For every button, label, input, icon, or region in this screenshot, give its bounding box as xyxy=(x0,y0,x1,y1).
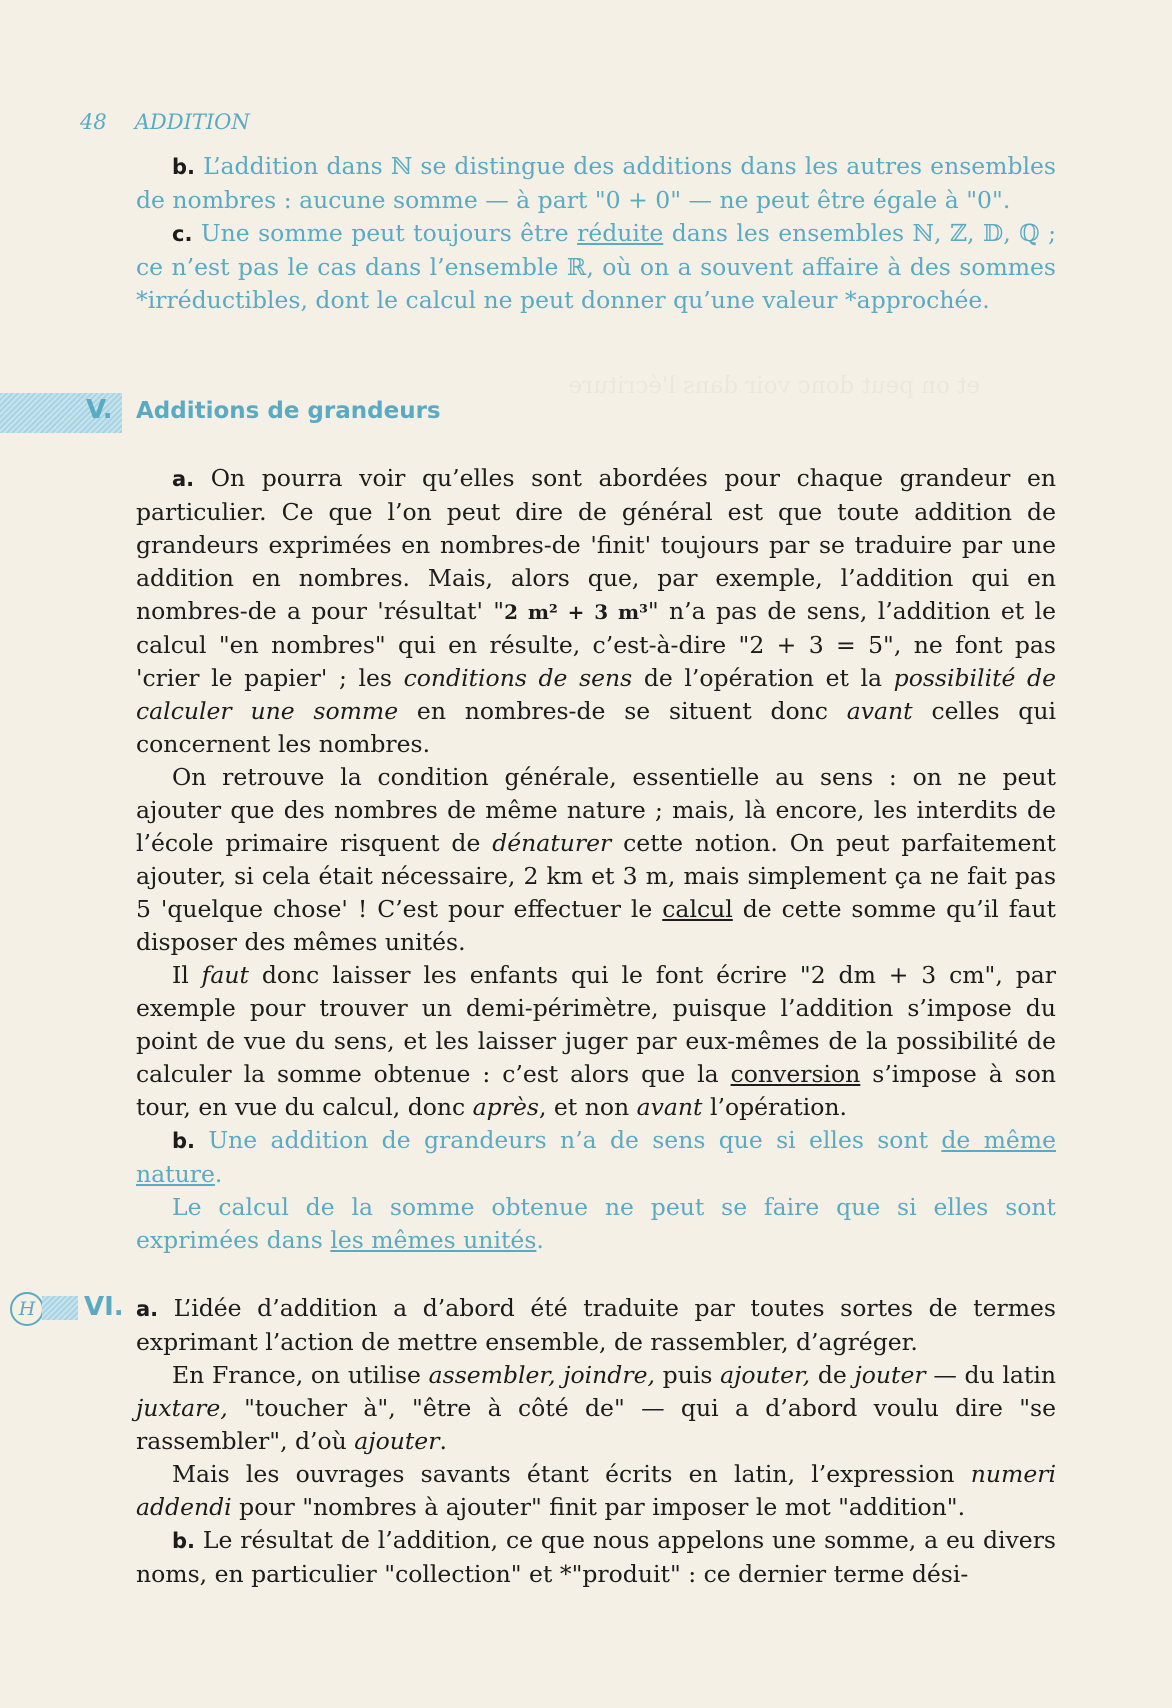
text-run: donc laisser les enfants qui le font écrire "2 dm + 3 cm", par exemple pour trouver un demi-périmètre, puisque l’addition s’impose du point de vue du sens, et les laisser juger par eux-mêmes de la possibilité de calculer la somme obtenue : c’est alors que la xyxy=(136,961,1056,1088)
text-run: " n’a pas de sens, l’addition et le calcul "en nombres" qui en résulte, c’est-à-dire "2 + 3 = 5", ne font pas 'crier le papier' ; les xyxy=(136,597,1056,692)
item-label: b. xyxy=(172,1529,196,1553)
section-v-number: V. xyxy=(86,395,113,425)
text-run: celles qui concernent les nombres. xyxy=(136,697,1056,758)
italic-term: avant xyxy=(636,1093,703,1121)
italic-term: faut xyxy=(201,961,249,989)
italic-term: conditions de sens xyxy=(403,664,633,692)
item-label: a. xyxy=(136,1297,159,1321)
underlined-term: réduite xyxy=(577,219,664,247)
text-run: . xyxy=(439,1427,447,1455)
item-text: dans les ensembles ℕ, ℤ, 𝔻, ℚ ; ce n’est pas le cas dans l’ensemble ℝ, où on a souvent affaire à des sommes *irréductibles, dont le calcul ne peut donner qu’une valeur *approchée. xyxy=(136,219,1056,314)
underlined-term: les mêmes unités xyxy=(330,1226,537,1254)
section-v-b-p2 xyxy=(136,1191,1056,1257)
underlined-term: conversion xyxy=(730,1060,861,1088)
text-run: de cette somme qu’il faut disposer des mêmes unités. xyxy=(136,895,1056,956)
italic-term: dénaturer xyxy=(492,829,612,857)
section-vi-a-p3 xyxy=(136,1458,1056,1524)
text-run: Une addition de grandeurs n’a de sens que si elles sont xyxy=(208,1126,942,1154)
text-run: , et non xyxy=(538,1093,637,1121)
text-run: l’opération. xyxy=(702,1093,847,1121)
text-run: en nombres-de se situent donc xyxy=(398,697,847,725)
section-v-b-p1 xyxy=(136,1124,1056,1191)
text-run: puis xyxy=(654,1361,721,1389)
text-run: . xyxy=(214,1160,223,1188)
running-title: ADDITION xyxy=(134,110,250,134)
section-v-title: Additions de grandeurs xyxy=(136,398,441,424)
italic-term: assembler, joindre, xyxy=(428,1361,655,1389)
text-run: Le calcul de la somme obtenue ne peut se faire que si elles sont exprimées dans xyxy=(136,1193,1056,1254)
section-vi-number: VI. xyxy=(84,1292,124,1322)
section-v-a-p2 xyxy=(136,761,1056,959)
text-run: cette notion. On peut parfaitement ajouter, si cela était nécessaire, 2 km et 3 m, mais simplement ça ne fait pas 5 'quelque chose' ! C’est pour effectuer le xyxy=(136,829,1056,923)
text-run: Le résultat de l’addition, ce que nous appelons une somme, a eu divers noms, en particulier "collection" et *"produit" : ce dernier terme dési- xyxy=(136,1526,1056,1588)
text-run: "toucher à", "être à côté de" — qui a d’abord voulu dire "se rassembler", d’où xyxy=(136,1394,1056,1455)
text-run: . xyxy=(536,1226,544,1254)
italic-term: juxtare, xyxy=(136,1394,228,1422)
text-run: de xyxy=(810,1361,855,1389)
italic-term: numeri addendi xyxy=(136,1460,1056,1521)
italic-term: ajouter xyxy=(354,1427,440,1455)
section-v-a-p1 xyxy=(136,462,1056,761)
item-c-top xyxy=(136,217,1056,317)
page-number: 48 xyxy=(80,110,107,134)
text-run: En France, on utilise xyxy=(172,1361,429,1389)
section-v-a-p3 xyxy=(136,959,1056,1124)
item-label: b. xyxy=(172,155,196,179)
top-items xyxy=(136,150,1056,317)
item-label: b. xyxy=(172,1129,196,1153)
underlined-term: de même nature xyxy=(136,1126,1056,1188)
section-v-body xyxy=(136,462,1056,1257)
section-vi-a-p1 xyxy=(136,1292,1056,1359)
text-run: On retrouve la condition générale, essentielle au sens : on ne peut ajouter que des nombres de même nature ; mais, là encore, les interdits de l’école primaire risquent de xyxy=(136,763,1056,857)
italic-term: avant xyxy=(846,697,913,725)
text-run: — du latin xyxy=(925,1361,1056,1389)
italic-term: après xyxy=(472,1093,539,1121)
italic-term: ajouter, xyxy=(720,1361,811,1389)
text-run: pour "nombres à ajouter" finit par imposer le mot "addition". xyxy=(231,1493,966,1521)
item-label: a. xyxy=(172,467,195,491)
text-run: Mais les ouvrages savants étant écrits en latin, l’expression xyxy=(172,1460,971,1488)
section-vi-band xyxy=(42,1296,78,1320)
item-label: c. xyxy=(172,222,193,246)
bleed-through-text xyxy=(560,370,980,403)
section-vi-b-p1 xyxy=(136,1524,1056,1591)
section-vi-a-p2 xyxy=(136,1359,1056,1458)
running-header xyxy=(80,110,278,134)
italic-term: possibilité de calculer une somme xyxy=(136,664,1056,725)
text-run: L’idée d’addition a d’abord été traduite par toutes sortes de termes exprimant l’action de mettre ensemble, de rassembler, d’agréger. xyxy=(136,1294,1056,1356)
text-run: s’impose à son tour, en vue du calcul, donc xyxy=(136,1060,1056,1121)
history-icon: H xyxy=(10,1292,44,1326)
item-b-top xyxy=(136,150,1056,217)
italic-term: jouter xyxy=(854,1361,926,1389)
gothic-formula: 2 m² + 3 m³ xyxy=(504,600,648,624)
section-vi-body xyxy=(136,1292,1056,1591)
text-run: On pourra voir qu’elles sont abordées pour chaque grandeur en particulier. Ce que l’on peut dire de général est que toute addition de grandeurs exprimées en nombres-de 'finit' toujours par se traduire par une addition en nombres. Mais, alors que, par exemple, l’addition qui en nombres-de a pour 'résultat' " xyxy=(136,464,1056,625)
text-run: Il xyxy=(172,961,202,989)
underlined-term: calcul xyxy=(662,895,733,923)
item-text: L’addition dans ℕ se distingue des additions dans les autres ensembles de nombres : aucune somme — à part "0 + 0" — ne peut être égale à "0". xyxy=(136,152,1056,214)
text-run: de l’opération et la xyxy=(632,664,894,692)
item-text: Une somme peut toujours être xyxy=(200,219,578,247)
